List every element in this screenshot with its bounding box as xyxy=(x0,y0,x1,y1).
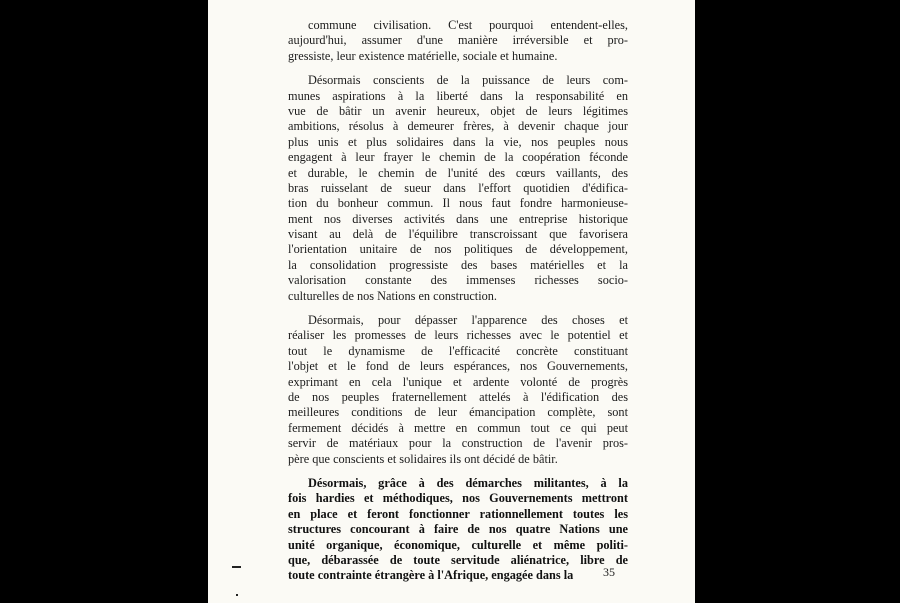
text-line: Désormais, grâce à des démarches militantes, à la xyxy=(308,475,628,490)
text-line: gressiste, leur existence matérielle, sociale et humaine. xyxy=(288,48,558,63)
page-number: 35 xyxy=(603,565,615,579)
margin-mark xyxy=(232,566,241,568)
text-line: tion du bonheur commun. Il nous faut fondre harmonieuse- xyxy=(288,196,628,211)
text-line: meilleures conditions de leur émancipation complète, sont xyxy=(288,405,628,420)
text-line: valorisation constante des immenses richesses socio- xyxy=(288,273,628,288)
text-line: ambitions, résolus à demeurer frères, à devenir chaque jour xyxy=(288,119,628,134)
text-line: structures concourant à faire de nos quatre Nations une xyxy=(288,522,628,537)
text-line: commune civilisation. C'est pourquoi entendent-elles, xyxy=(308,18,628,32)
paragraph-gap xyxy=(288,467,628,476)
text-line: fois hardies et méthodiques, nos Gouvernements mettront xyxy=(288,491,628,506)
paragraph xyxy=(288,476,628,584)
paragraph xyxy=(288,313,628,467)
text-line: engagent à leur frayer le chemin de la coopération féconde xyxy=(288,150,628,165)
paragraph-gap xyxy=(288,304,628,313)
text-line: réaliser les promesses de leurs richesses avec le potentiel et xyxy=(288,328,628,343)
paragraph xyxy=(288,18,628,64)
text-line: la consolidation progressiste des bases matérielles et la xyxy=(288,257,628,272)
text-line: Désormais, pour dépasser l'apparence des choses et xyxy=(308,313,628,328)
text-line: vue de bâtir un avenir heureux, objet de leurs légitimes xyxy=(288,103,628,118)
text-line: plus unis et plus solidaires dans la vie, nos peuples nous xyxy=(288,134,628,149)
text-line: que, débarassée de toute servitude aliénatrice, libre de xyxy=(288,552,628,567)
body-text xyxy=(288,18,628,584)
text-line: tout le dynamisme de l'efficacité concrète constituant xyxy=(288,343,628,358)
text-line: l'objet et le fond de leurs espérances, nos Gouvernements, xyxy=(288,359,628,374)
margin-dot xyxy=(236,594,238,596)
text-line: munes aspirations à la liberté dans la responsabilité en xyxy=(288,88,628,103)
text-line: l'orientation unitaire de nos politiques de développement, xyxy=(288,242,628,257)
text-line: père que conscients et solidaires ils ont décidé de bâtir. xyxy=(288,451,558,466)
text-line: unité organique, économique, culturelle et même politi- xyxy=(288,537,628,552)
document-page xyxy=(208,0,695,603)
text-line: ment nos diverses activités dans une entreprise historique xyxy=(288,211,628,226)
text-line: et durable, le chemin de l'unité des cœurs vaillants, des xyxy=(288,165,628,180)
text-line: servir de matériaux pour la construction de l'avenir pros- xyxy=(288,436,628,451)
paragraph xyxy=(288,73,628,304)
text-line: aujourd'hui, assumer d'une manière irréversible et pro- xyxy=(288,33,628,48)
paragraph-gap xyxy=(288,64,628,73)
text-line: fermement décidés à mettre en commun tout ce qui peut xyxy=(288,420,628,435)
text-line: Désormais conscients de la puissance de leurs com- xyxy=(308,73,628,88)
text-line: en place et feront fonctionner rationnellement toutes les xyxy=(288,506,628,521)
text-line: bras ruisselant de sueur dans l'effort quotidien d'édifica- xyxy=(288,180,628,195)
text-line: visant au delà de l'équilibre transcroissant que favorisera xyxy=(288,227,628,242)
text-line: exprimant en cela l'unique et ardente volonté de progrès xyxy=(288,374,628,389)
text-line: de nos peuples fraternellement attelés à l'édification des xyxy=(288,389,628,404)
text-line: toute contrainte étrangère à l'Afrique, engagée dans la xyxy=(288,568,574,583)
text-line: culturelles de nos Nations en construction. xyxy=(288,288,497,303)
